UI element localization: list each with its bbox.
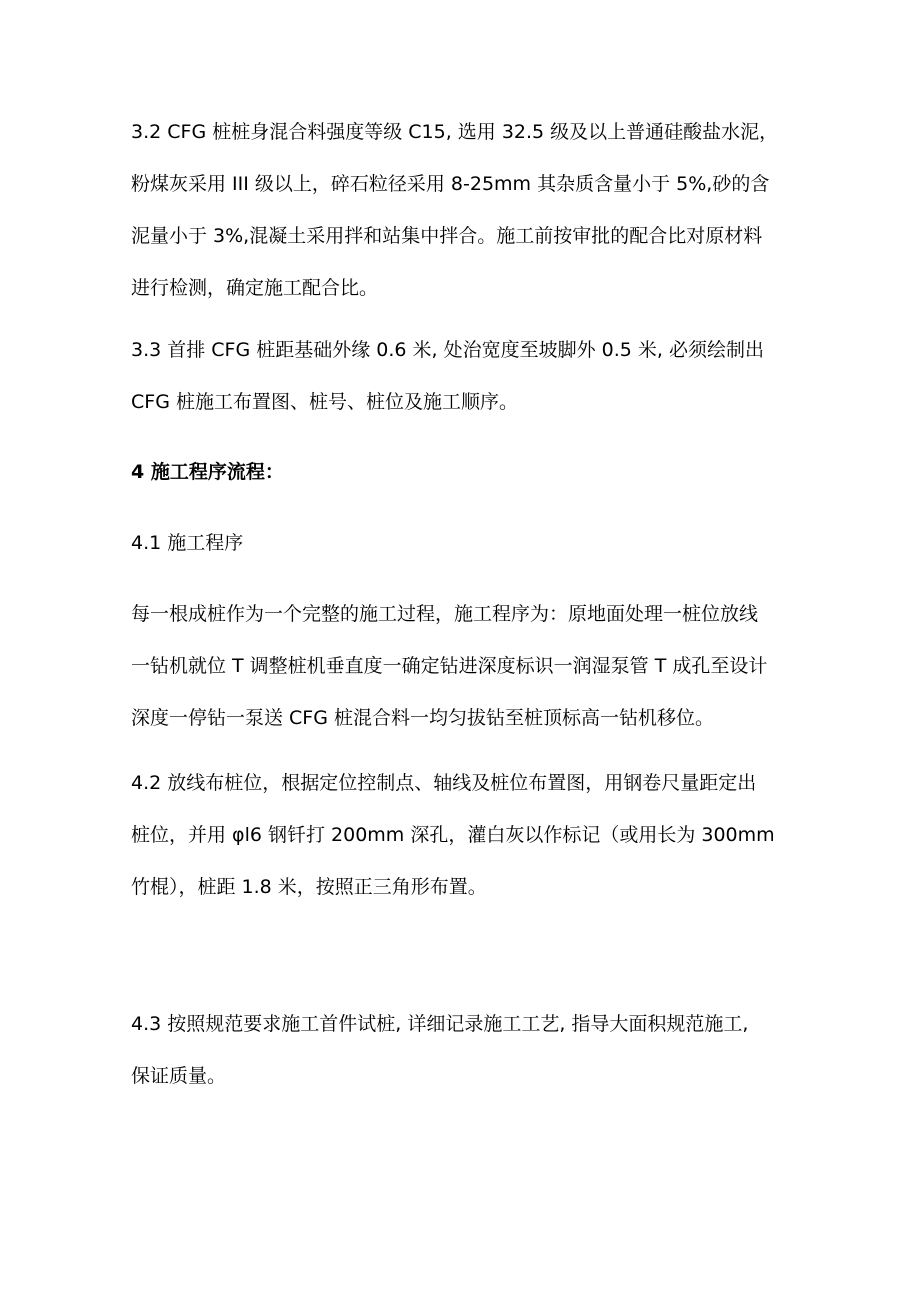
text-line: 3.3 首排 CFG 桩距基础外缘 0.6 米, 处治宽度至坡脚外 0.5 米, 必须绘制出 bbox=[131, 339, 765, 361]
text-line: 竹棍），桩距 1.8 米，按照正三角形布置。 bbox=[131, 876, 487, 898]
text-line: CFG 桩施工布置图、桩号、桩位及施工顺序。 bbox=[131, 391, 518, 413]
text-line: 桩位，并用 φl6 钢钎打 200mm 深孔，灌白灰以作标记（或用长为 300mm bbox=[131, 824, 775, 846]
paragraph-4-1-body bbox=[131, 588, 811, 744]
text-line: 一钻机就位 T 调整桩机垂直度一确定钻进深度标识一润湿泵管 T 成孔至设计 bbox=[131, 655, 768, 677]
text-line: 3.2 CFG 桩桩身混合料强度等级 C15, 选用 32.5 级及以上普通硅酸盐水泥， bbox=[131, 121, 779, 143]
text-line: 深度一停钻一泵送 CFG 桩混合料一均匀拔钻至桩顶标高一钻机移位。 bbox=[131, 707, 714, 729]
text-line: 进行检测，确定施工配合比。 bbox=[131, 277, 379, 299]
text-line: 4.2 放线布桩位，根据定位控制点、轴线及桩位布置图，用钢卷尺量距定出 bbox=[131, 772, 757, 794]
subheading-4-1 bbox=[131, 517, 811, 569]
paragraph-4-2 bbox=[131, 757, 811, 913]
text-line: 每一根成桩作为一个完整的施工过程，施工程序为：原地面处理一桩位放线 bbox=[131, 603, 759, 625]
heading-text: 4 施工程序流程： bbox=[131, 461, 284, 483]
text-line: 4.3 按照规范要求施工首件试桩, 详细记录施工工艺, 指导大面积规范施工, bbox=[131, 1013, 749, 1035]
text-line: 粉煤灰采用 III 级以上，碎石粒径采用 8-25mm 其杂质含量小于 5%,砂的含 bbox=[131, 173, 770, 195]
paragraph-3-2 bbox=[131, 106, 811, 314]
text-line: 保证质量。 bbox=[131, 1065, 227, 1087]
text-line: 泥量小于 3%,混凝土采用拌和站集中拌合。施工前按审批的配合比对原材料 bbox=[131, 225, 763, 247]
paragraph-3-3 bbox=[131, 324, 811, 428]
section-heading-4 bbox=[131, 446, 811, 498]
subheading-text: 4.1 施工程序 bbox=[131, 532, 244, 554]
paragraph-4-3 bbox=[131, 998, 811, 1102]
